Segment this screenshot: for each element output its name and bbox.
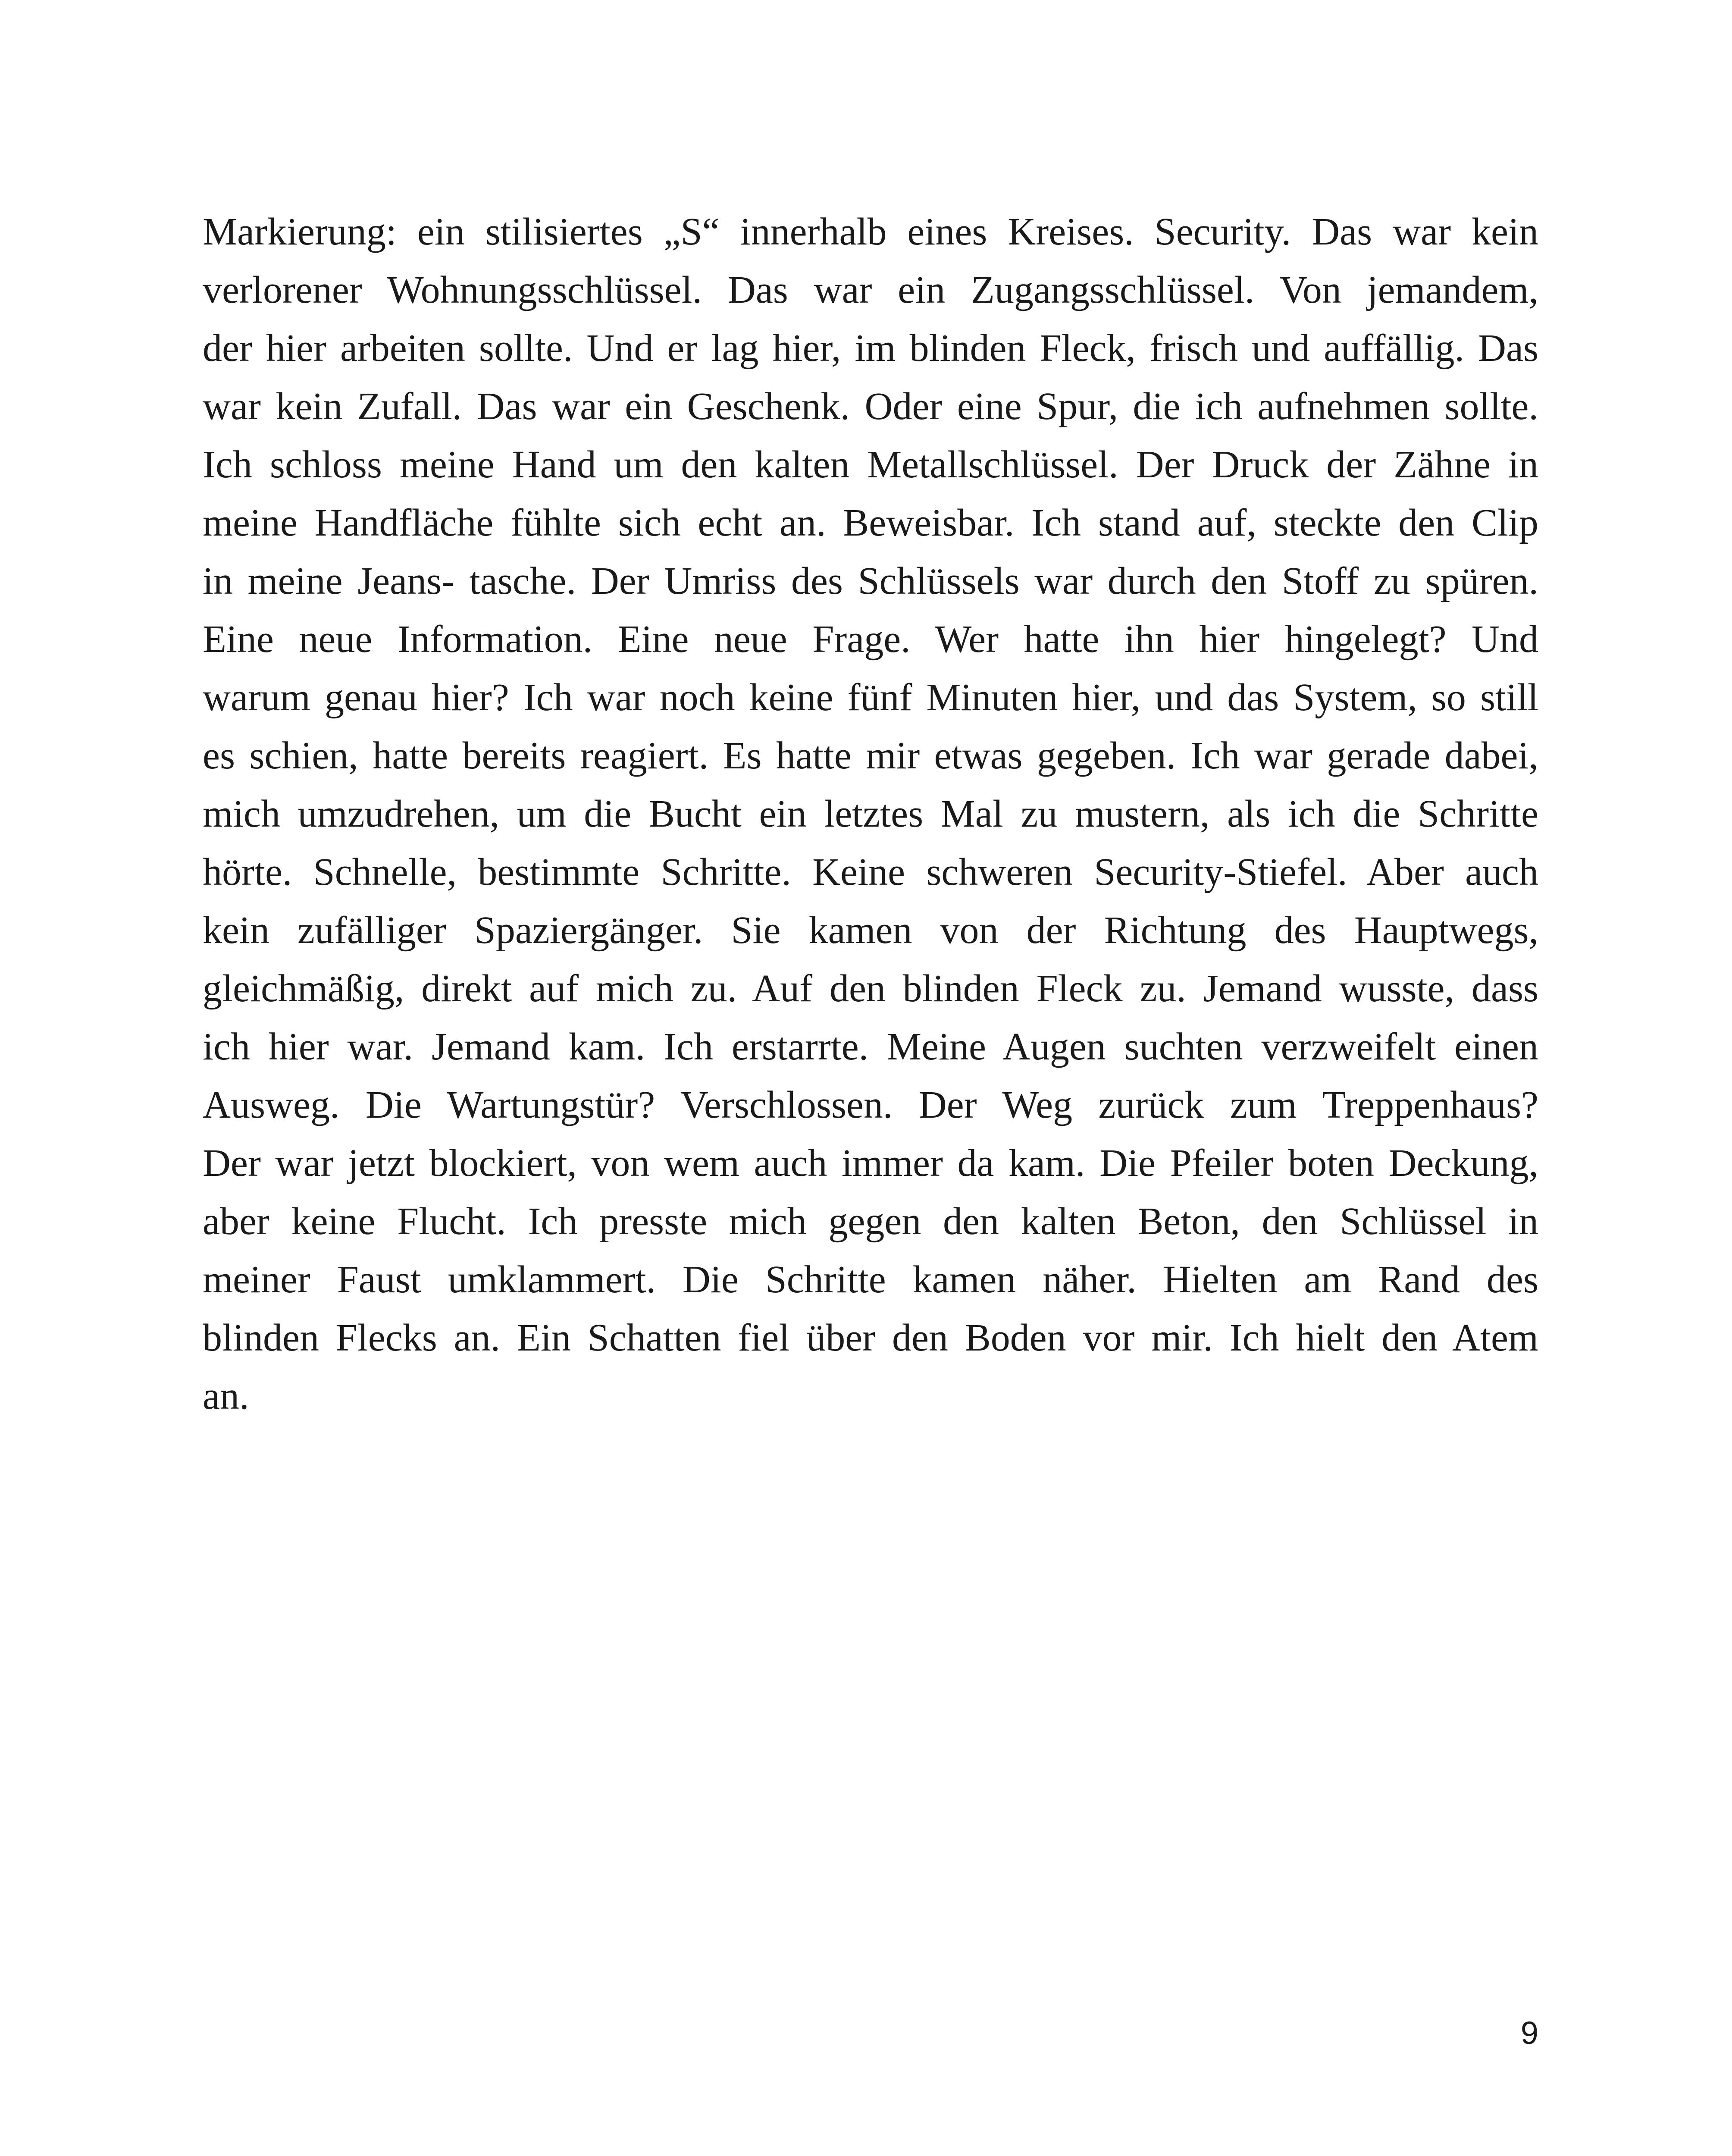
text-line: hörte. Schnelle, bestimmte Schritte. Keine schweren Security-Stiefel. Aber auch xyxy=(203,851,1538,893)
page-number: 9 xyxy=(1520,2015,1538,2051)
text-line: Markierung: ein stilisiertes „S“ innerhalb eines Kreises. Security. Das war kein xyxy=(203,210,1538,253)
text-line: es schien, hatte bereits reagiert. Es hatte mir etwas gegeben. Ich war gerade dabei, xyxy=(203,734,1538,777)
text-line: meiner Faust umklammert. Die Schritte kamen näher. Hielten am Rand des xyxy=(203,1258,1538,1301)
text-line: mich umzudrehen, um die Bucht ein letztes Mal zu mustern, als ich die Schritte xyxy=(203,793,1538,835)
text-line: an. xyxy=(203,1375,249,1417)
text-line: Ausweg. Die Wartungstür? Verschlossen. Der Weg zurück zum Treppenhaus? xyxy=(203,1084,1538,1126)
text-line: blinden Flecks an. Ein Schatten fiel über den Boden vor mir. Ich hielt den Atem xyxy=(203,1316,1538,1359)
text-line: in meine Jeans- tasche. Der Umriss des Schlüssels war durch den Stoff zu spüren. xyxy=(203,560,1538,602)
text-line: aber keine Flucht. Ich presste mich gegen den kalten Beton, den Schlüssel in xyxy=(203,1200,1538,1243)
text-line: verlorener Wohnungsschlüssel. Das war ein Zugangsschlüssel. Von jemandem, xyxy=(203,269,1538,311)
text-line: Ich schloss meine Hand um den kalten Metallschlüssel. Der Druck der Zähne in xyxy=(203,443,1538,486)
text-line: Eine neue Information. Eine neue Frage. Wer hatte ihn hier hingelegt? Und xyxy=(203,618,1538,661)
text-line: warum genau hier? Ich war noch keine fünf Minuten hier, und das System, so still xyxy=(203,676,1538,719)
text-line: kein zufälliger Spaziergänger. Sie kamen von der Richtung des Hauptwegs, xyxy=(203,909,1538,952)
text-line: war kein Zufall. Das war ein Geschenk. Oder eine Spur, die ich aufnehmen sollte. xyxy=(203,385,1538,428)
text-line: Der war jetzt blockiert, von wem auch immer da kam. Die Pfeiler boten Deckung, xyxy=(203,1142,1538,1185)
text-line: der hier arbeiten sollte. Und er lag hier, im blinden Fleck, frisch und auffällig. Das xyxy=(203,327,1538,370)
text-line: ich hier war. Jemand kam. Ich erstarrte. Meine Augen suchten verzweifelt einen xyxy=(203,1025,1538,1068)
text-line: meine Handfläche fühlte sich echt an. Beweisbar. Ich stand auf, steckte den Clip xyxy=(203,501,1538,544)
text-line: gleichmäßig, direkt auf mich zu. Auf den blinden Fleck zu. Jemand wusste, dass xyxy=(203,967,1538,1010)
body-paragraph xyxy=(203,203,1538,1425)
